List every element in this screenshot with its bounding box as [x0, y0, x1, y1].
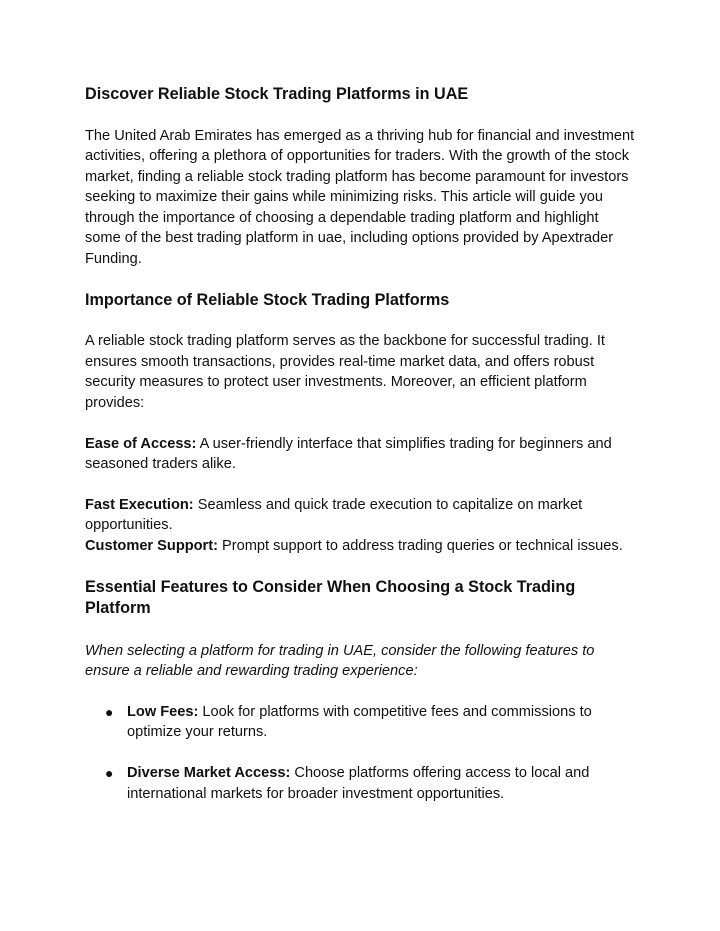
- document-page: [85, 84, 635, 825]
- section-importance-paragraph: A reliable stock trading platform serves as the backbone for successful trading. It ensures smooth transactions, provides real-time market data, and offers robust security measures to protect user investments. Moreover, an efficient platform provides:: [85, 333, 605, 411]
- feature-customer-support: [85, 536, 635, 557]
- feature-text: A user-friendly interface that simplifies trading for beginners and seasoned traders alike.: [85, 435, 612, 473]
- section-features-intro: When selecting a platform for trading in UAE, consider the following features to ensure a reliable and rewarding trading experience:: [85, 642, 595, 680]
- feature-text: Prompt support to address trading queries or technical issues.: [217, 537, 623, 554]
- feature-label: Fast Execution:: [85, 496, 194, 513]
- bullet-text: Choose platforms offering access to local and international markets for broader investment opportunities.: [127, 765, 590, 803]
- intro-paragraph: The United Arab Emirates has emerged as a thriving hub for financial and investment activities, offering a plethora of opportunities for traders. With the growth of the stock market, finding a reliable stock trading platform has become paramount for investors seeking to maximize their gains while minimizing risks. This article will guide you through the importance of choosing a dependable trading platform and highlight some of the best trading platform in uae, including options provided by Apextrader Funding.: [85, 127, 635, 268]
- section-features-heading: Essential Features to Consider When Choosing a Stock Trading Platform: [85, 577, 576, 617]
- feature-fast-execution: [85, 495, 635, 536]
- bullet-label: Low Fees:: [127, 703, 199, 720]
- list-item: [85, 763, 635, 804]
- bullet-text: Look for platforms with competitive fees and commissions to optimize your returns.: [127, 703, 592, 741]
- document-title: Discover Reliable Stock Trading Platforms in UAE: [85, 85, 469, 103]
- feature-label: Customer Support:: [85, 537, 218, 554]
- bullet-label: Diverse Market Access:: [127, 765, 291, 782]
- features-bullet-list: [85, 702, 635, 805]
- bullet-icon: ●: [105, 703, 114, 720]
- feature-ease-of-access: [85, 434, 635, 475]
- bullet-icon: ●: [105, 765, 114, 782]
- feature-text: Seamless and quick trade execution to capitalize on market opportunities.: [85, 496, 583, 534]
- feature-label: Ease of Access:: [85, 435, 197, 452]
- section-importance-heading: Importance of Reliable Stock Trading Platforms: [85, 290, 450, 309]
- list-item: [85, 702, 635, 743]
